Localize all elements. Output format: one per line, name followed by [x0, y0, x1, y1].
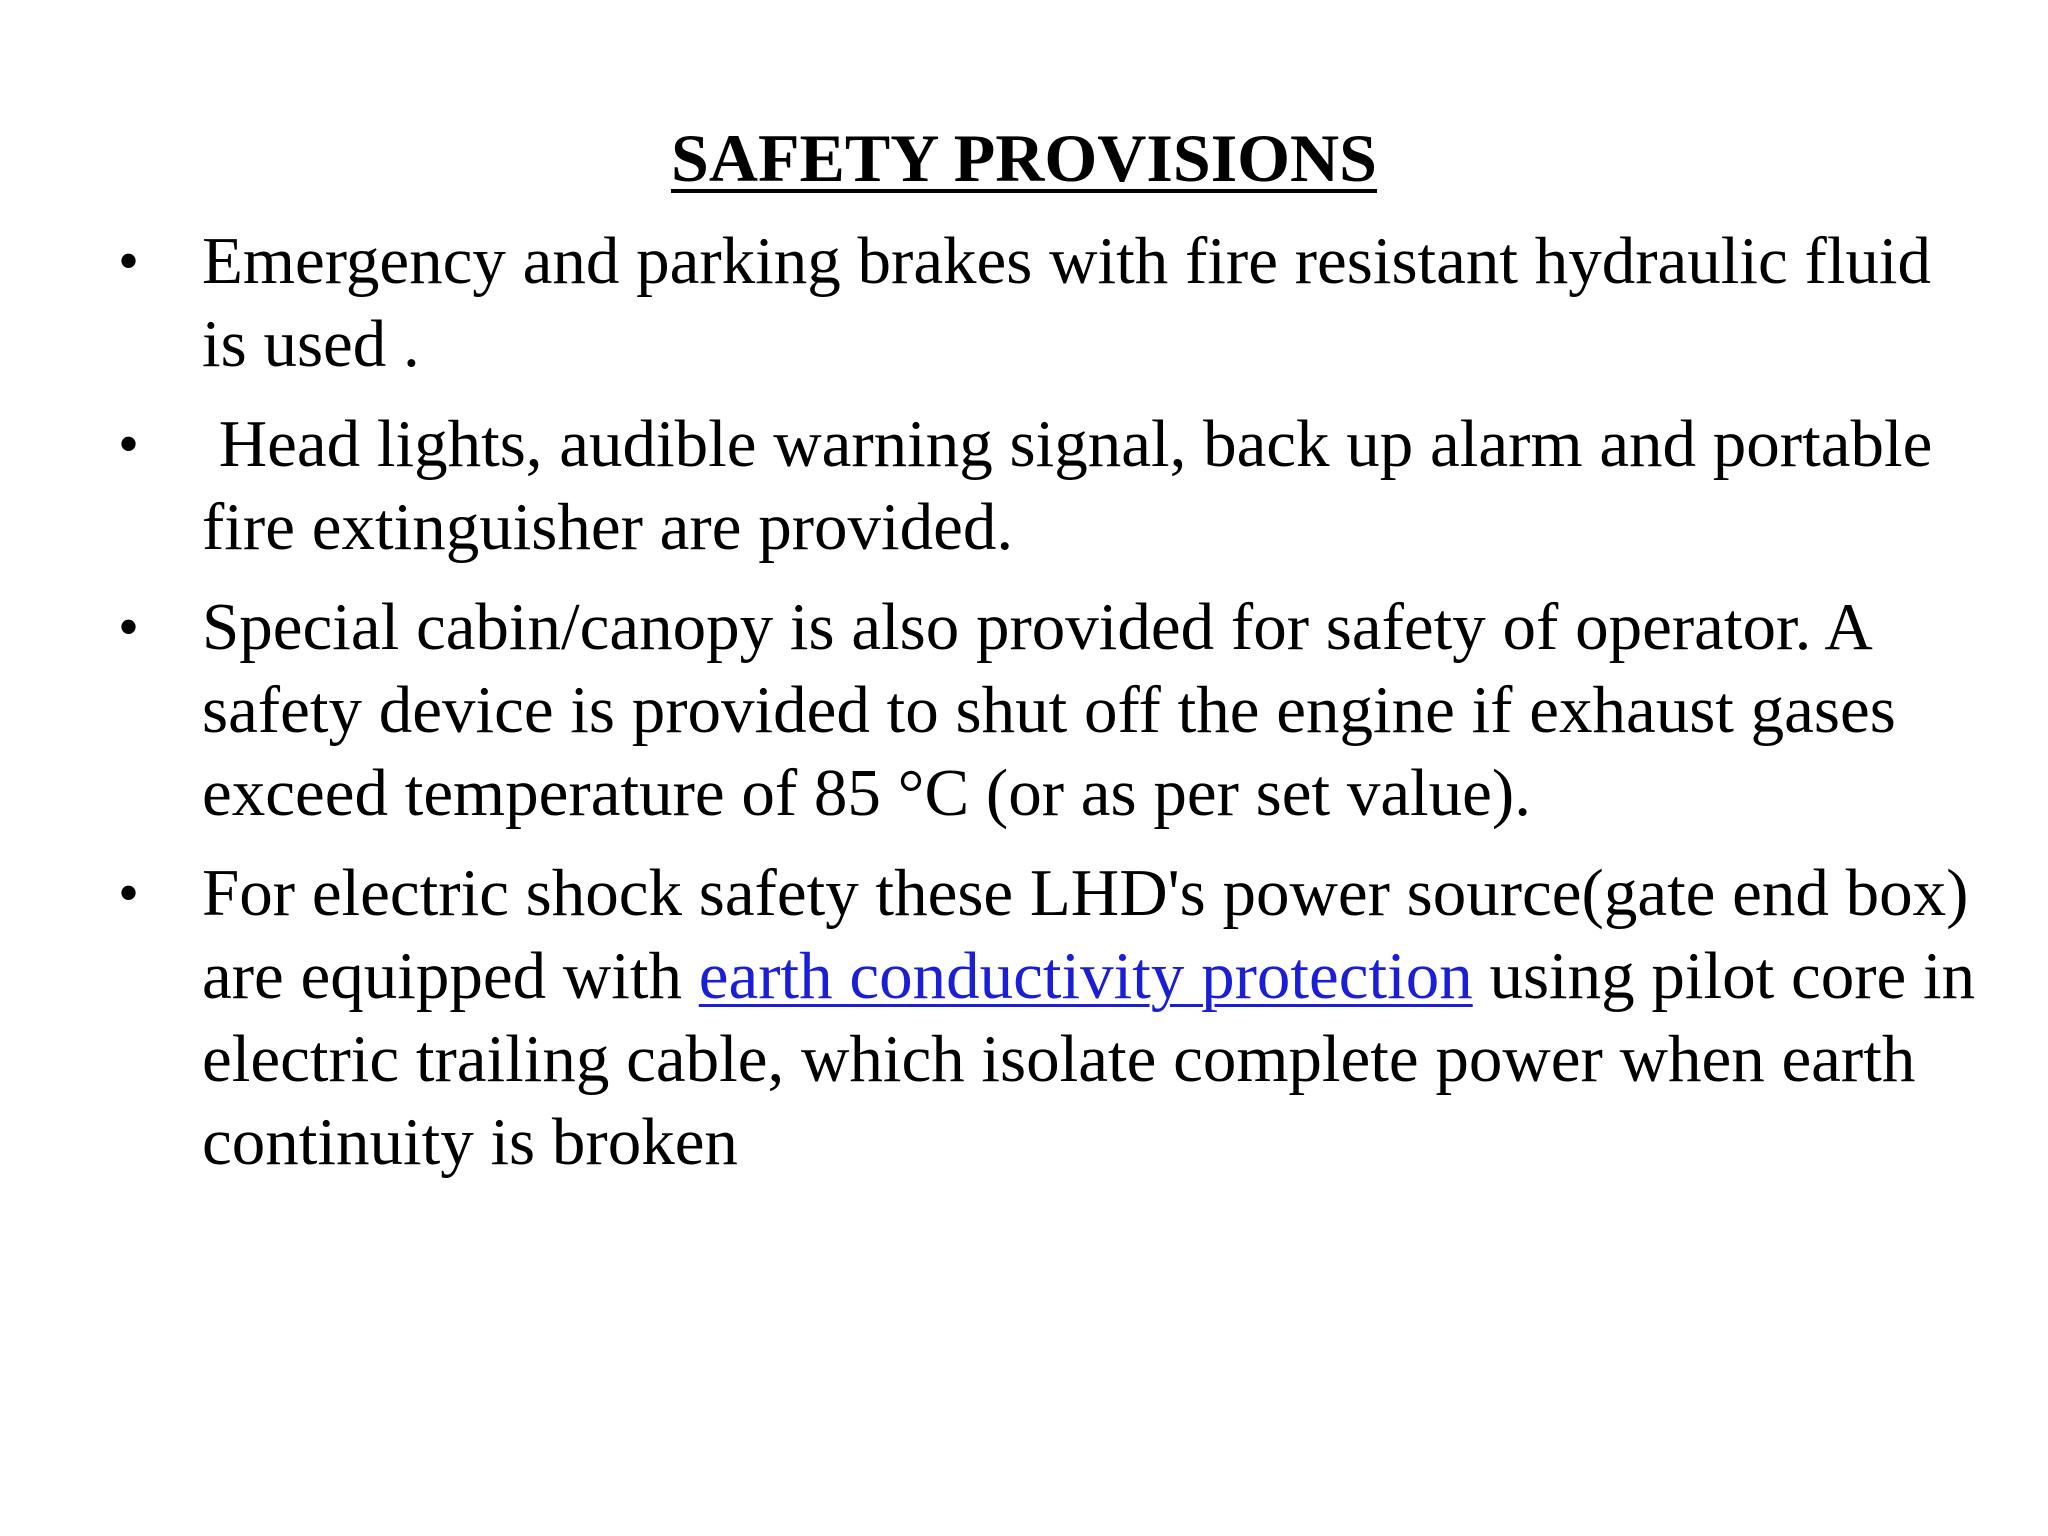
bullet-item-brakes: [0, 220, 2048, 386]
bullet-icon: •: [118, 228, 140, 294]
bullet-item-cabin-canopy: [0, 586, 2048, 835]
bullet-icon: •: [118, 411, 140, 477]
bullet-text: Head lights, audible warning signal, back up alarm and portable fire extinguisher are provided.: [202, 407, 1950, 564]
bullet-text: Special cabin/canopy is also provided for safety of operator. A safety device is provided to shut off the engine if exhaust gases exceed temperature of 85 °C (or as per set value).: [202, 590, 1896, 830]
bullet-text-after-link: using pilot core in electric trailing cable, which isolate complete power when earth continuity is broken: [202, 939, 1976, 1179]
earth-conductivity-protection-link[interactable]: earth conductivity protection: [698, 939, 1473, 1013]
bullet-item-warning-devices: [0, 403, 2048, 569]
bullet-item-electric-shock: [0, 852, 2048, 1184]
bullet-list: [0, 220, 2048, 1201]
bullet-text: Emergency and parking brakes with fire resistant hydraulic fluid is used .: [202, 224, 1932, 381]
bullet-icon: •: [118, 860, 140, 926]
bullet-icon: •: [118, 594, 140, 660]
slide-title: SAFETY PROVISIONS: [671, 120, 1377, 196]
bullet-text-before-link: For electric shock safety these LHD's power source(gate end box) are equipped with: [202, 856, 1969, 1013]
